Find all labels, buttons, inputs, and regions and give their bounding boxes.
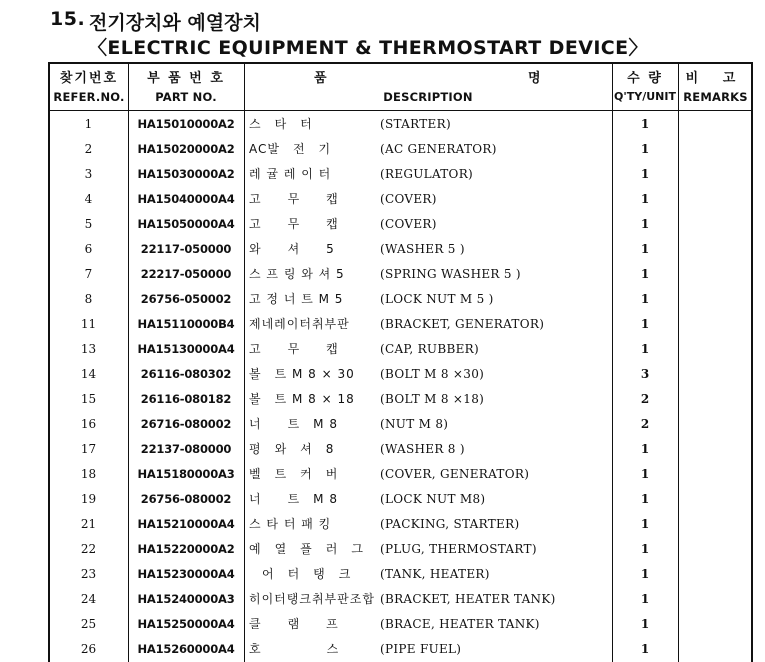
part-number: HA15040000A4 [137, 192, 235, 206]
part-number: 26716-080002 [140, 417, 232, 431]
header-remarks-korean: 비 고 [685, 71, 746, 86]
table-row [50, 237, 751, 262]
quantity: 1 [640, 217, 650, 231]
part-number: 22217-050000 [140, 267, 232, 281]
ref-number: 14 [80, 367, 97, 381]
quantity: 2 [640, 392, 650, 406]
ref-number: 16 [80, 417, 97, 431]
ref-number: 11 [80, 317, 97, 331]
description: (BOLT M 8 ×30) [380, 367, 485, 381]
section-title-korean: 전기장치와 예열장치 [89, 12, 261, 34]
description: (WASHER 5 ) [380, 242, 465, 256]
name-korean: 벨 트 커 버 [249, 467, 339, 481]
table-row [50, 212, 751, 237]
table-row [50, 512, 751, 537]
name-korean: 호 스 [249, 642, 340, 656]
header-remarks-english: REMARKS [683, 90, 748, 104]
part-number: HA15210000A4 [137, 517, 235, 531]
table-row [50, 412, 751, 437]
name-korean: 평 와 셔 8 [249, 442, 335, 456]
name-korean: 고 무 캡 [249, 217, 339, 231]
part-number: HA15050000A4 [137, 217, 235, 231]
ref-number: 23 [80, 567, 97, 581]
ref-number: 8 [84, 292, 93, 306]
table-row [50, 487, 751, 512]
quantity: 1 [640, 467, 650, 481]
table-row [50, 337, 751, 362]
ref-number: 2 [84, 142, 93, 156]
part-number: HA15250000A4 [137, 617, 235, 631]
ref-number: 5 [84, 217, 93, 231]
ref-number: 3 [84, 167, 93, 181]
table-row [50, 312, 751, 337]
section-number: 15. [50, 8, 86, 30]
part-number: HA15240000A3 [137, 592, 235, 606]
part-number: HA15110000B4 [137, 317, 235, 331]
description: (TANK, HEATER) [380, 567, 490, 581]
description: (AC GENERATOR) [380, 142, 497, 156]
table-row [50, 387, 751, 412]
ref-number: 17 [80, 442, 97, 456]
description: (STARTER) [380, 117, 451, 131]
quantity: 1 [640, 117, 650, 131]
quantity: 1 [640, 642, 650, 656]
quantity: 1 [640, 342, 650, 356]
description: (PIPE FUEL) [380, 642, 462, 656]
quantity: 1 [640, 542, 650, 556]
name-korean: 고 무 캡 [249, 192, 339, 206]
quantity: 1 [640, 242, 650, 256]
name-korean: 볼 트 M 8 × 18 [249, 392, 355, 406]
ref-number: 26 [80, 642, 97, 656]
ref-number: 21 [80, 517, 97, 531]
name-korean: 어 터 탱 크 [249, 567, 352, 581]
table-row [50, 187, 751, 212]
parts-table [48, 62, 753, 662]
description: (NUT M 8) [380, 417, 449, 431]
name-korean: 너 트 M 8 [249, 492, 338, 506]
table-row [50, 587, 751, 612]
name-korean: 예 열 플 러 그 [249, 542, 364, 556]
part-number: 26116-080302 [140, 367, 232, 381]
ref-number: 15 [80, 392, 97, 406]
header-part-korean: 부 품 번 호 [147, 71, 225, 86]
ref-number: 22 [80, 542, 97, 556]
ref-number: 6 [84, 242, 93, 256]
part-number: 26756-080002 [140, 492, 232, 506]
quantity: 1 [640, 492, 650, 506]
quantity: 1 [640, 567, 650, 581]
name-korean: 너 트 M 8 [249, 417, 338, 431]
description: (PACKING, STARTER) [380, 517, 520, 531]
part-number: HA15260000A4 [137, 642, 235, 656]
description: (WASHER 8 ) [380, 442, 465, 456]
table-row [50, 162, 751, 187]
part-number: HA15130000A4 [137, 342, 235, 356]
description: (LOCK NUT M 5 ) [380, 292, 494, 306]
ref-number: 13 [80, 342, 97, 356]
name-korean: 클 램 프 [249, 617, 339, 631]
table-row [50, 612, 751, 637]
name-korean: 제네레이터취부판 [249, 317, 350, 331]
name-korean: 볼 트 M 8 × 30 [249, 367, 355, 381]
name-korean: 고 무 캡 [249, 342, 339, 356]
table-row [50, 287, 751, 312]
header-qty-english: Q'TY/UNIT [614, 90, 676, 103]
description: (BRACE, HEATER TANK) [380, 617, 540, 631]
table-row [50, 112, 751, 137]
description: (COVER, GENERATOR) [380, 467, 530, 481]
quantity: 3 [640, 367, 650, 381]
table-row [50, 362, 751, 387]
description: (COVER) [380, 192, 437, 206]
ref-number: 18 [80, 467, 97, 481]
quantity: 1 [640, 192, 650, 206]
header-separator [50, 110, 751, 111]
table-row [50, 537, 751, 562]
ref-number: 1 [84, 117, 93, 131]
header-name-korean-right: 명 [528, 71, 543, 86]
part-number: HA15230000A4 [137, 567, 235, 581]
description: (LOCK NUT M8) [380, 492, 486, 506]
quantity: 1 [640, 592, 650, 606]
ref-number: 19 [80, 492, 97, 506]
description: (REGULATOR) [380, 167, 474, 181]
ref-number: 4 [84, 192, 93, 206]
header-description: DESCRIPTION [383, 90, 473, 104]
header-part-english: PART NO. [155, 90, 217, 104]
name-korean: 히이터탱크취부판조합 [249, 592, 375, 606]
quantity: 1 [640, 617, 650, 631]
table-row [50, 437, 751, 462]
name-korean: 스 타 터 [249, 117, 313, 131]
ref-number: 25 [80, 617, 97, 631]
description: (COVER) [380, 217, 437, 231]
table-row [50, 137, 751, 162]
description: (BOLT M 8 ×18) [380, 392, 485, 406]
part-number: HA15030000A2 [137, 167, 235, 181]
quantity: 1 [640, 267, 650, 281]
description: (BRACKET, GENERATOR) [380, 317, 545, 331]
part-number: HA15180000A3 [137, 467, 235, 481]
quantity: 1 [640, 142, 650, 156]
header-qty-korean: 수 량 [627, 71, 663, 86]
part-number: HA15010000A2 [137, 117, 235, 131]
description: (CAP, RUBBER) [380, 342, 479, 356]
name-korean: 와 셔 5 [249, 242, 335, 256]
name-korean: 고 정 너 트 M 5 [249, 292, 344, 306]
table-row [50, 562, 751, 587]
header-ref-english: REFER.NO. [53, 90, 125, 104]
quantity: 1 [640, 317, 650, 331]
part-number: 26756-050002 [140, 292, 232, 306]
part-number: 22137-080000 [140, 442, 232, 456]
ref-number: 7 [84, 267, 93, 281]
part-number: HA15020000A2 [137, 142, 235, 156]
table-row [50, 462, 751, 487]
ref-number: 24 [80, 592, 97, 606]
quantity: 1 [640, 292, 650, 306]
section-title-english: 〈ELECTRIC EQUIPMENT & THERMOSTART DEVICE〉 [88, 37, 648, 59]
description: (SPRING WASHER 5 ) [380, 267, 521, 281]
name-korean: AC발 전 기 [249, 142, 332, 156]
description: (BRACKET, HEATER TANK) [380, 592, 556, 606]
part-number: HA15220000A2 [137, 542, 235, 556]
description: (PLUG, THERMOSTART) [380, 542, 537, 556]
part-number: 22117-050000 [140, 242, 232, 256]
part-number: 26116-080182 [140, 392, 232, 406]
quantity: 1 [640, 442, 650, 456]
header-ref-korean: 찾기번호 [59, 71, 119, 86]
table-row [50, 637, 751, 662]
quantity: 1 [640, 167, 650, 181]
header-name-korean-left: 품 [314, 71, 329, 86]
name-korean: 스 프 링 와 셔 5 [249, 267, 345, 281]
quantity: 2 [640, 417, 650, 431]
name-korean: 레 귤 레 이 터 [249, 167, 332, 181]
name-korean: 스 타 터 패 킹 [249, 517, 332, 531]
table-row [50, 262, 751, 287]
quantity: 1 [640, 517, 650, 531]
